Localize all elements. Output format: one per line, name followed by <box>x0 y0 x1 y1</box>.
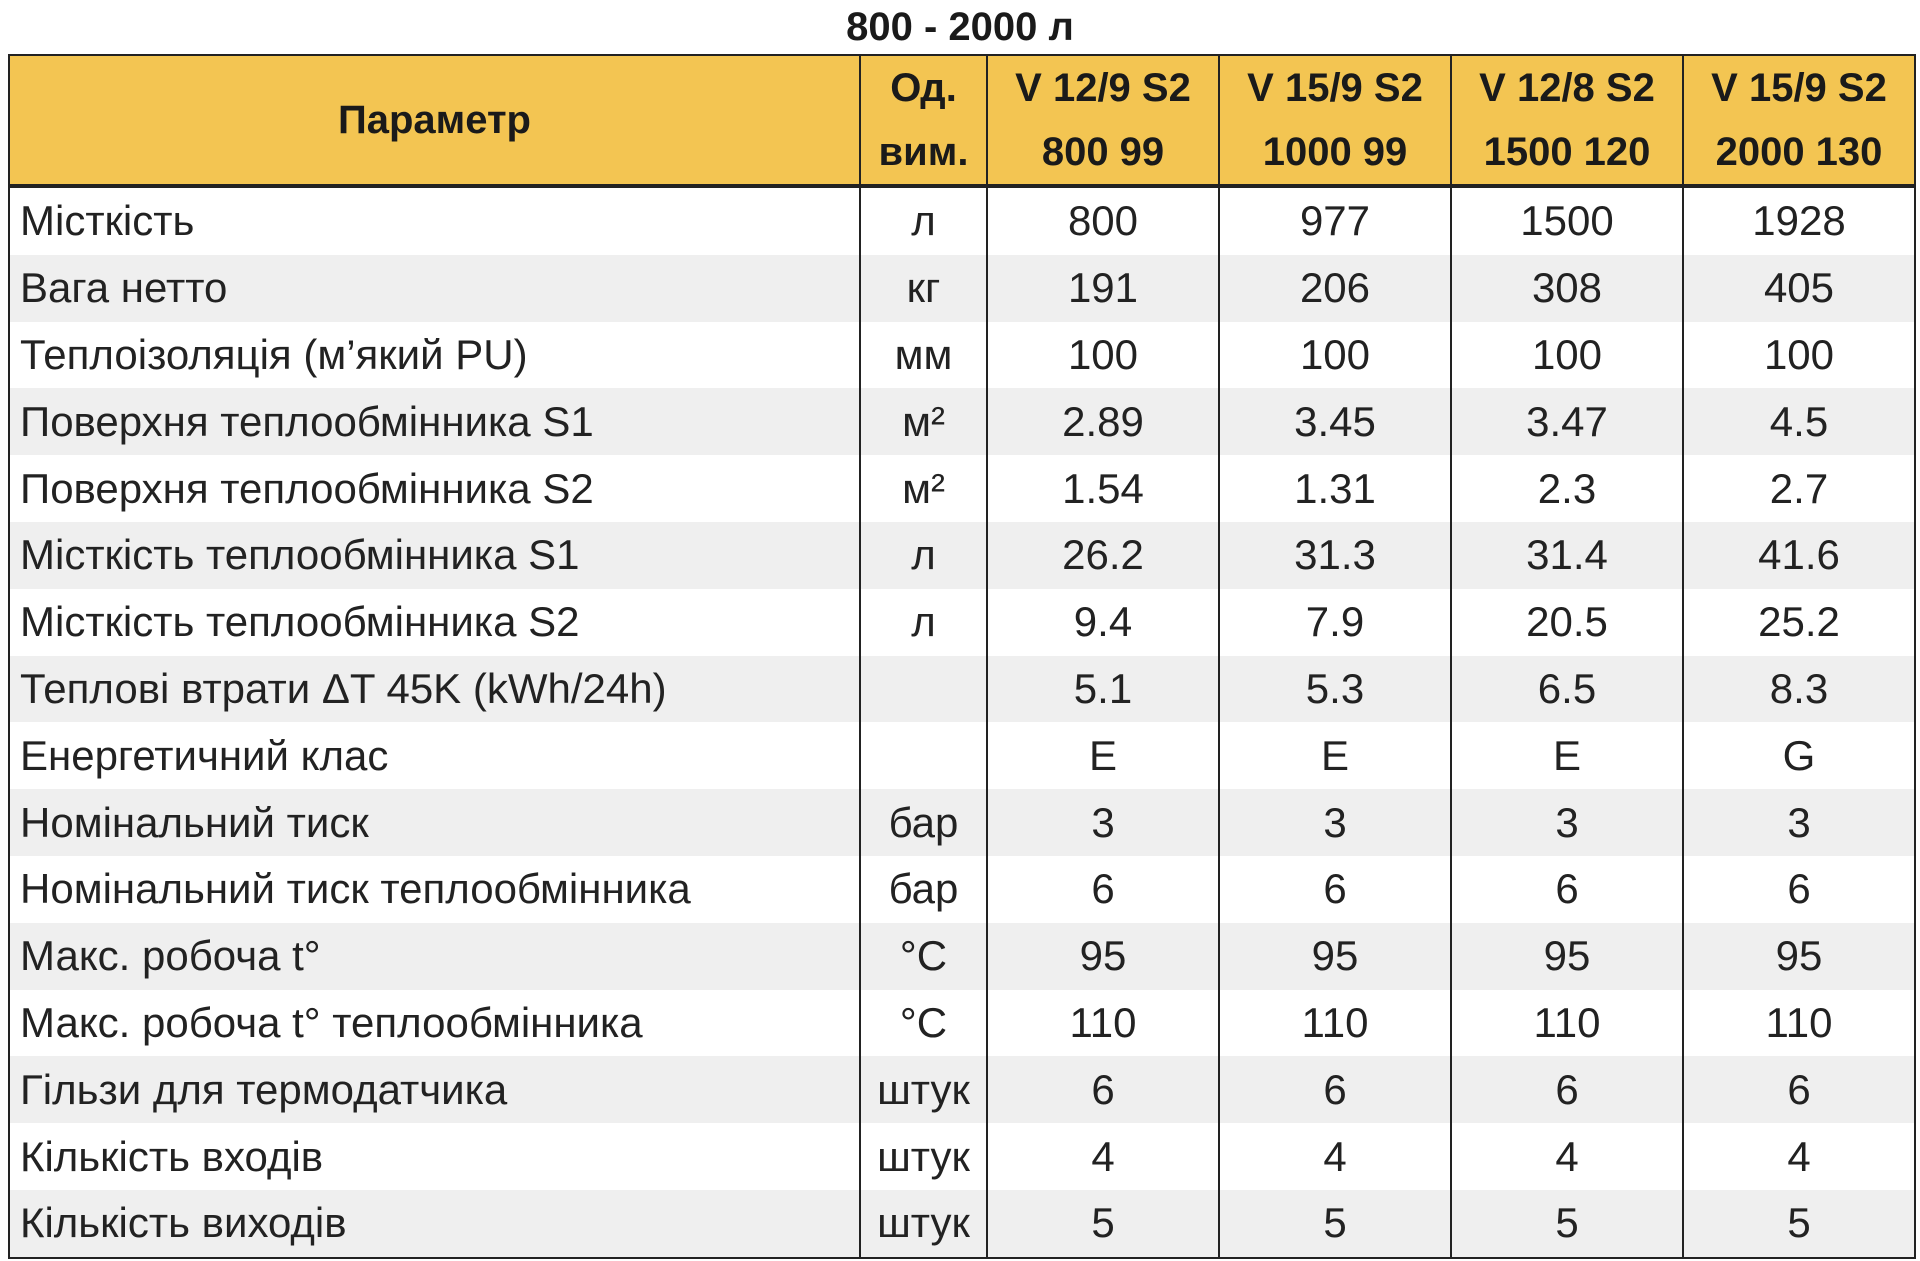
header-param-label: Параметр <box>337 97 531 142</box>
unit-cell: °C <box>860 990 987 1057</box>
header-model-4 <box>1683 55 1915 186</box>
header-unit-line2: вим. <box>878 130 969 174</box>
value-cell-model-3: 308 <box>1451 255 1683 322</box>
value-cell-model-1: 6 <box>987 1056 1219 1123</box>
value-cell-model-4: 110 <box>1683 990 1915 1057</box>
header-model-3-line2: 1500 120 <box>1483 130 1651 174</box>
header-model-1 <box>987 55 1219 186</box>
param-cell: Номінальний тиск теплообмінника <box>9 856 860 923</box>
value-cell-model-4: 5 <box>1683 1190 1915 1258</box>
header-unit-line1: Од. <box>890 66 957 110</box>
value-cell-model-2: 95 <box>1219 923 1451 990</box>
table-row <box>9 186 1915 255</box>
param-cell: Вага нетто <box>9 255 860 322</box>
value-cell-model-1: 191 <box>987 255 1219 322</box>
table-row <box>9 1056 1915 1123</box>
value-cell-model-2: 977 <box>1219 186 1451 255</box>
value-cell-model-4: 41.6 <box>1683 522 1915 589</box>
header-model-2-line2: 1000 99 <box>1262 130 1408 174</box>
unit-cell: штук <box>860 1123 987 1190</box>
table-row <box>9 388 1915 455</box>
param-cell: Макс. робоча t° теплообмінника <box>9 990 860 1057</box>
table-row <box>9 722 1915 789</box>
unit-cell: л <box>860 186 987 255</box>
unit-cell: л <box>860 589 987 656</box>
header-model-3 <box>1451 55 1683 186</box>
param-cell: Місткість теплообмінника S2 <box>9 589 860 656</box>
header-model-2-line1: V 15/9 S2 <box>1247 66 1423 110</box>
unit-cell: м² <box>860 455 987 522</box>
param-cell: Номінальний тиск <box>9 789 860 856</box>
table-row <box>9 789 1915 856</box>
value-cell-model-4: 1928 <box>1683 186 1915 255</box>
value-cell-model-3: 6.5 <box>1451 656 1683 723</box>
table-row <box>9 656 1915 723</box>
header-param <box>9 55 860 186</box>
value-cell-model-3: 95 <box>1451 923 1683 990</box>
header-model-4-line2: 2000 130 <box>1715 130 1883 174</box>
unit-cell: бар <box>860 789 987 856</box>
value-cell-model-2: E <box>1219 722 1451 789</box>
unit-cell: штук <box>860 1190 987 1258</box>
value-cell-model-2: 5.3 <box>1219 656 1451 723</box>
table-body <box>9 186 1915 1258</box>
unit-cell: бар <box>860 856 987 923</box>
value-cell-model-4: G <box>1683 722 1915 789</box>
value-cell-model-3: 5 <box>1451 1190 1683 1258</box>
unit-cell: °C <box>860 923 987 990</box>
value-cell-model-2: 3.45 <box>1219 388 1451 455</box>
value-cell-model-2: 31.3 <box>1219 522 1451 589</box>
param-cell: Гільзи для термодатчика <box>9 1056 860 1123</box>
header-model-4-line1: V 15/9 S2 <box>1711 66 1887 110</box>
value-cell-model-4: 95 <box>1683 923 1915 990</box>
unit-cell: мм <box>860 322 987 389</box>
table-row <box>9 990 1915 1057</box>
value-cell-model-2: 100 <box>1219 322 1451 389</box>
value-cell-model-4: 4 <box>1683 1123 1915 1190</box>
param-cell: Місткість <box>9 186 860 255</box>
unit-cell: л <box>860 522 987 589</box>
value-cell-model-3: 100 <box>1451 322 1683 389</box>
unit-cell: кг <box>860 255 987 322</box>
value-cell-model-1: 800 <box>987 186 1219 255</box>
value-cell-model-2: 206 <box>1219 255 1451 322</box>
value-cell-model-2: 3 <box>1219 789 1451 856</box>
value-cell-model-2: 7.9 <box>1219 589 1451 656</box>
value-cell-model-3: 6 <box>1451 856 1683 923</box>
table-row <box>9 1123 1915 1190</box>
table-row <box>9 856 1915 923</box>
param-cell: Кількість входів <box>9 1123 860 1190</box>
unit-cell: штук <box>860 1056 987 1123</box>
value-cell-model-2: 6 <box>1219 856 1451 923</box>
param-cell: Кількість виходів <box>9 1190 860 1258</box>
header-model-1-line2: 800 99 <box>1041 130 1165 174</box>
table-row <box>9 1190 1915 1258</box>
table-row <box>9 255 1915 322</box>
value-cell-model-1: 5.1 <box>987 656 1219 723</box>
value-cell-model-3: 31.4 <box>1451 522 1683 589</box>
value-cell-model-3: 6 <box>1451 1056 1683 1123</box>
header-model-2 <box>1219 55 1451 186</box>
value-cell-model-3: 110 <box>1451 990 1683 1057</box>
header-unit <box>860 55 987 186</box>
value-cell-model-4: 4.5 <box>1683 388 1915 455</box>
value-cell-model-1: 5 <box>987 1190 1219 1258</box>
unit-cell: м² <box>860 388 987 455</box>
table-title: 800 - 2000 л <box>846 5 1074 49</box>
value-cell-model-1: 3 <box>987 789 1219 856</box>
table-row <box>9 522 1915 589</box>
value-cell-model-3: 20.5 <box>1451 589 1683 656</box>
value-cell-model-2: 4 <box>1219 1123 1451 1190</box>
value-cell-model-1: 6 <box>987 856 1219 923</box>
value-cell-model-2: 1.31 <box>1219 455 1451 522</box>
table-row <box>9 455 1915 522</box>
value-cell-model-1: 110 <box>987 990 1219 1057</box>
value-cell-model-1: 26.2 <box>987 522 1219 589</box>
value-cell-model-3: 3 <box>1451 789 1683 856</box>
value-cell-model-4: 8.3 <box>1683 656 1915 723</box>
table-row <box>9 322 1915 389</box>
value-cell-model-1: 4 <box>987 1123 1219 1190</box>
table-row <box>9 923 1915 990</box>
value-cell-model-1: 1.54 <box>987 455 1219 522</box>
unit-cell <box>860 722 987 789</box>
value-cell-model-2: 6 <box>1219 1056 1451 1123</box>
value-cell-model-3: 3.47 <box>1451 388 1683 455</box>
value-cell-model-4: 2.7 <box>1683 455 1915 522</box>
header-model-1-line1: V 12/9 S2 <box>1015 66 1191 110</box>
table-row <box>9 589 1915 656</box>
param-cell: Теплоізоляція (м’який PU) <box>9 322 860 389</box>
value-cell-model-1: 2.89 <box>987 388 1219 455</box>
value-cell-model-3: E <box>1451 722 1683 789</box>
value-cell-model-1: E <box>987 722 1219 789</box>
value-cell-model-1: 100 <box>987 322 1219 389</box>
param-cell: Поверхня теплообмінника S1 <box>9 388 860 455</box>
value-cell-model-2: 110 <box>1219 990 1451 1057</box>
value-cell-model-4: 3 <box>1683 789 1915 856</box>
header-model-3-line1: V 12/8 S2 <box>1479 66 1655 110</box>
value-cell-model-1: 95 <box>987 923 1219 990</box>
header-row <box>9 55 1915 186</box>
param-cell: Теплові втрати ΔT 45K (kWh/24h) <box>9 656 860 723</box>
value-cell-model-4: 6 <box>1683 1056 1915 1123</box>
param-cell: Поверхня теплообмінника S2 <box>9 455 860 522</box>
param-cell: Місткість теплообмінника S1 <box>9 522 860 589</box>
value-cell-model-1: 9.4 <box>987 589 1219 656</box>
value-cell-model-3: 1500 <box>1451 186 1683 255</box>
value-cell-model-4: 25.2 <box>1683 589 1915 656</box>
param-cell: Енергетичний клас <box>9 722 860 789</box>
value-cell-model-2: 5 <box>1219 1190 1451 1258</box>
value-cell-model-4: 100 <box>1683 322 1915 389</box>
value-cell-model-3: 4 <box>1451 1123 1683 1190</box>
spec-table <box>8 54 1916 1259</box>
param-cell: Макс. робоча t° <box>9 923 860 990</box>
value-cell-model-3: 2.3 <box>1451 455 1683 522</box>
value-cell-model-4: 6 <box>1683 856 1915 923</box>
value-cell-model-4: 405 <box>1683 255 1915 322</box>
unit-cell <box>860 656 987 723</box>
table-header <box>9 55 1915 186</box>
